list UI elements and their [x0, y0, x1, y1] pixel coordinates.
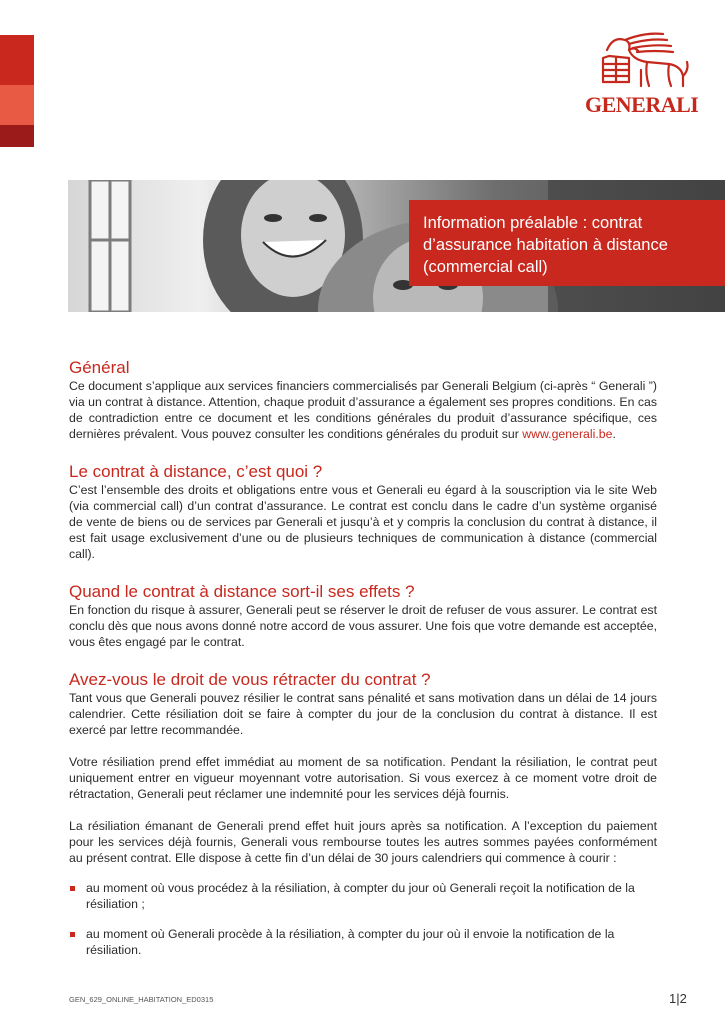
side-bar-bottom	[0, 125, 34, 147]
section-heading: Le contrat à distance, c’est quoi ?	[69, 462, 323, 481]
list-item: au moment où vous procédez à la résiliation, à compter du jour où Generali reçoit la notification de la résiliation ;	[69, 880, 657, 912]
section-withdrawal	[69, 670, 657, 958]
winged-lion-icon	[585, 30, 695, 92]
section-paragraph: En fonction du risque à assurer, Generali peut se réserver le droit de refuser de vous assurer. Le contrat est conclu dès que nous avons donné notre accord de vous assurer. Une fois que votre demande est acceptée, vous êtes engagé par le contrat.	[69, 603, 657, 649]
section-paragraph: Ce document s’applique aux services financiers commercialisés par Generali Belgium (ci-après “ Generali ”) via un contrat à distance. Attention, chaque produit d’assurance a également ses propres conditions. En cas de contradiction entre ce document et les conditions générales du produit d’assurance spécifique, ces dernières prévalent. Vous pouvez consulter les conditions générales du produit sur www.generali.be.	[69, 379, 657, 441]
hero-title-box	[409, 200, 725, 286]
section-heading: Avez-vous le droit de vous rétracter du contrat ?	[69, 670, 431, 689]
section-general	[69, 358, 657, 442]
main-content	[69, 358, 657, 978]
bullet-square-icon	[70, 886, 75, 891]
side-bar-middle	[0, 85, 34, 125]
section-distance-contract	[69, 462, 657, 562]
section-heading: Quand le contrat à distance sort-il ses effets ?	[69, 582, 415, 601]
document-code: GEN_629_ONLINE_HABITATION_ED0315	[69, 995, 214, 1004]
generali-website-link[interactable]: www.generali.be	[522, 427, 613, 441]
section-heading: Général	[69, 358, 130, 377]
section-paragraph: Votre résiliation prend effet immédiat au moment de sa notification. Pendant la résiliation, le contrat peut uniquement entrer en vigueur moyennant votre autorisation. Si vous exercez à ce moment votre droit de rétractation, Generali peut réclamer une indemnité pour les services déjà fournis.	[69, 755, 657, 801]
section-contract-effect	[69, 582, 657, 650]
generali-logo	[585, 30, 699, 120]
section-paragraph: Tant vous que Generali pouvez résilier le contrat sans pénalité et sans motivation dans un délai de 14 jours calendrier. Cette résiliation doit se faire à compter du jour de la conclusion du contrat à distance. Il est exercé par lettre recommandée.	[69, 691, 657, 737]
side-bar-top	[0, 35, 34, 85]
logo-wordmark: GENERALI	[585, 92, 699, 117]
bullet-square-icon	[70, 932, 75, 937]
hero-banner	[68, 180, 725, 312]
page-number: 1|2	[669, 991, 687, 1006]
list-item: au moment où Generali procède à la résiliation, à compter du jour où il envoie la notification de la résiliation.	[69, 926, 657, 958]
hero-title: Information préalable : contrat d’assurance habitation à distance (commercial call)	[423, 214, 668, 276]
section-paragraph: La résiliation émanant de Generali prend effet huit jours après sa notification. A l’exception du paiement pour les services déjà fournis, Generali vous rembourse toutes les autres sommes payées conformément au présent contrat. Elle dispose à cette fin d’un délai de 30 jours calendriers qui commence à courir :	[69, 819, 657, 865]
section-paragraph: C’est l’ensemble des droits et obligations entre vous et Generali eu égard à la souscription via le site Web (via commercial call) d’un contrat d’assurance. Le contrat est conclu dans le cadre d’un système organisé de vente de biens ou de services par Generali et jusqu’à et y compris la conclusion du contrat à distance, il est fait usage exclusivement d’une ou de plusieurs techniques de communication à distance (commercial call).	[69, 483, 657, 561]
